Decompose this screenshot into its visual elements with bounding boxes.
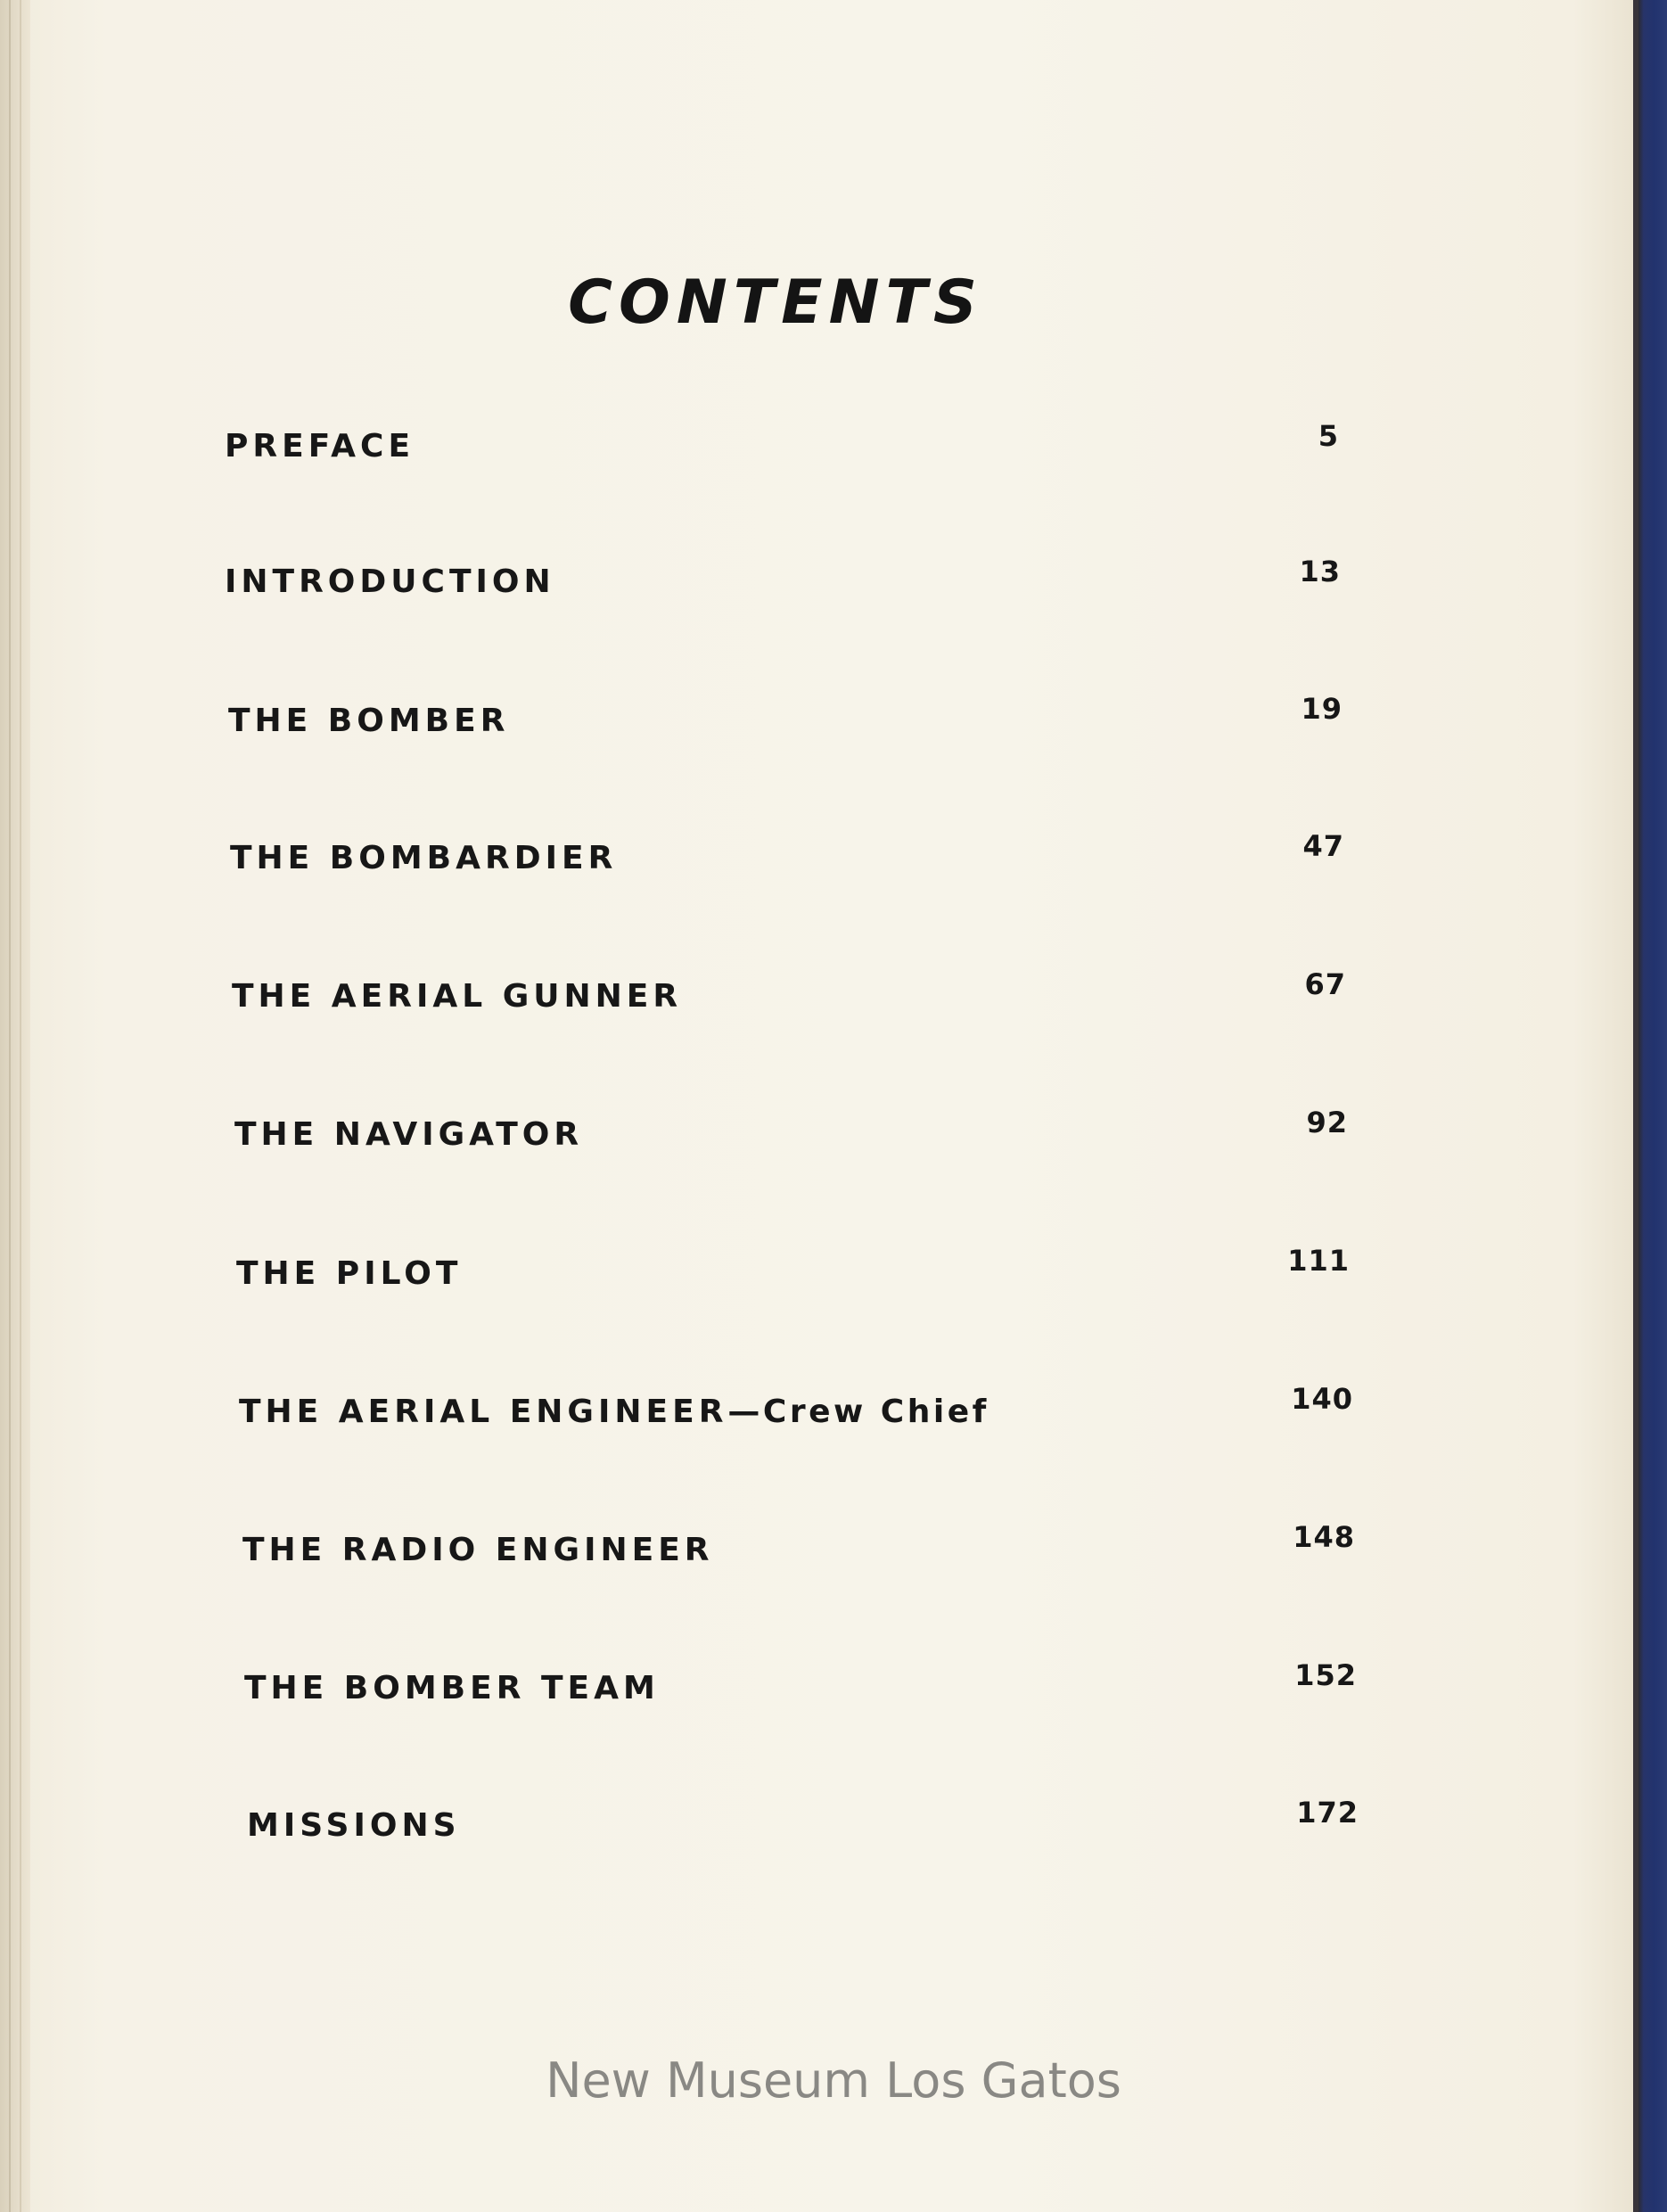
toc-entry-label: THE BOMBER bbox=[228, 703, 510, 739]
toc-entry-page: 152 bbox=[1294, 1658, 1357, 1692]
toc-entry-page: 13 bbox=[1299, 555, 1341, 588]
toc-entry-page: 111 bbox=[1287, 1244, 1350, 1278]
toc-entry-label: THE BOMBER TEAM bbox=[244, 1670, 660, 1706]
toc-entry-label bbox=[239, 1394, 990, 1430]
toc-entry-title: THE AERIAL ENGINEER bbox=[239, 1394, 728, 1430]
toc-entry-page: 148 bbox=[1293, 1520, 1355, 1554]
toc-entry-subtitle: —Crew Chief bbox=[727, 1394, 990, 1430]
watermark: New Museum Los Gatos bbox=[546, 2052, 1121, 2109]
toc-entry-label: THE NAVIGATOR bbox=[234, 1116, 584, 1153]
toc-entry-page: 172 bbox=[1296, 1796, 1359, 1830]
toc-entry-page: 67 bbox=[1304, 967, 1346, 1001]
toc-entry-page: 19 bbox=[1301, 692, 1343, 726]
toc-entry-label: PREFACE bbox=[225, 428, 415, 465]
toc-entry-page: 47 bbox=[1302, 829, 1344, 863]
toc-entry-label: INTRODUCTION bbox=[225, 563, 555, 600]
toc-entry-page: 92 bbox=[1306, 1106, 1348, 1139]
toc-entry-page: 5 bbox=[1318, 419, 1339, 453]
toc-entry-label: THE RADIO ENGINEER bbox=[242, 1532, 714, 1568]
toc-entry-label: THE BOMBARDIER bbox=[230, 840, 618, 876]
toc-entry-page: 140 bbox=[1291, 1382, 1353, 1416]
contents-heading: CONTENTS bbox=[568, 267, 983, 338]
toc-entry-label: THE AERIAL GUNNER bbox=[232, 978, 683, 1015]
toc-entry-label: MISSIONS bbox=[247, 1807, 461, 1844]
toc-entry-label: THE PILOT bbox=[236, 1255, 463, 1292]
book-cover-edge bbox=[1638, 0, 1667, 2212]
